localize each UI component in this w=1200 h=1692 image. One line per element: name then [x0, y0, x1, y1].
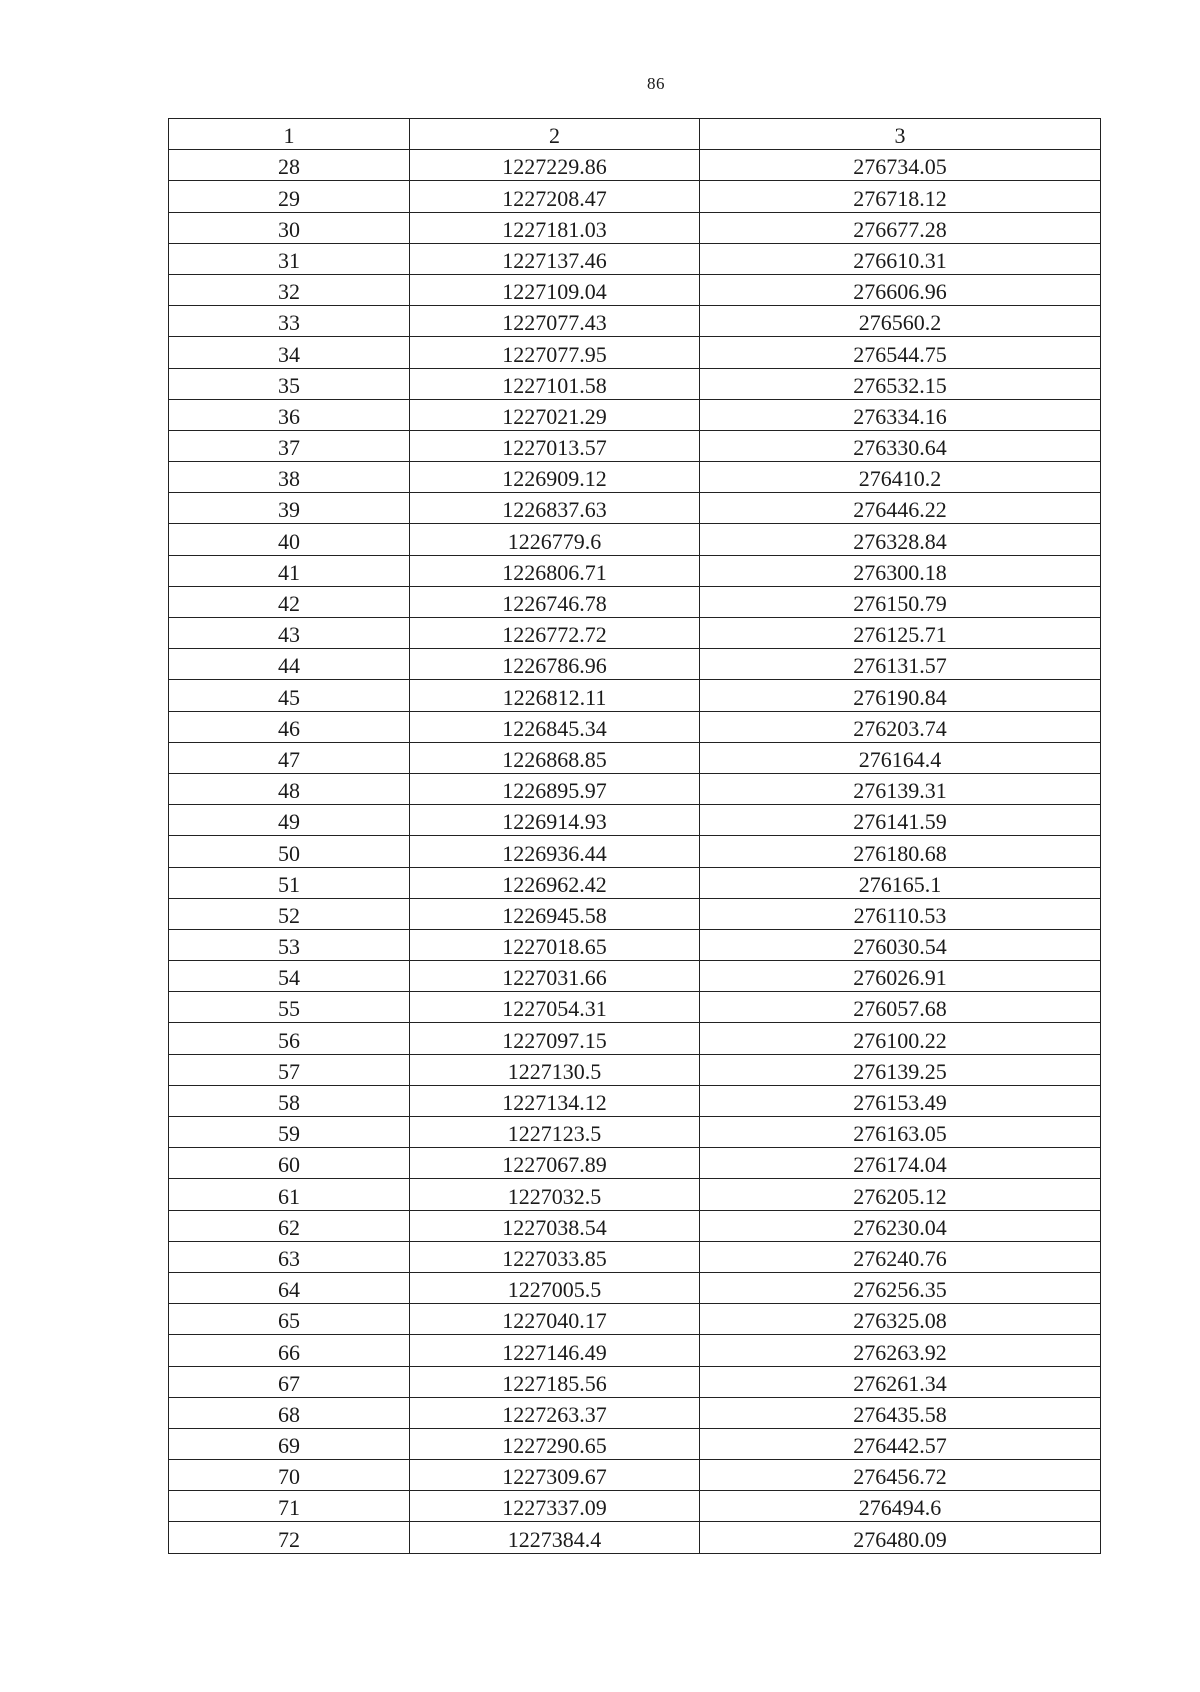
y-coordinate-cell: 276026.91	[700, 961, 1101, 992]
y-coordinate-cell: 276131.57	[700, 649, 1101, 680]
point-number-cell: 54	[169, 961, 410, 992]
x-coordinate-cell: 1226772.72	[410, 618, 700, 649]
y-coordinate-cell: 276203.74	[700, 711, 1101, 742]
table-row	[169, 836, 1101, 867]
table-row	[169, 306, 1101, 337]
table-row	[169, 1304, 1101, 1335]
y-coordinate-cell: 276174.04	[700, 1148, 1101, 1179]
point-number-cell: 33	[169, 306, 410, 337]
table-row	[169, 1179, 1101, 1210]
y-coordinate-cell: 276165.1	[700, 867, 1101, 898]
y-coordinate-cell: 276230.04	[700, 1210, 1101, 1241]
x-coordinate-cell: 1227123.5	[410, 1117, 700, 1148]
table-body	[169, 150, 1101, 1553]
y-coordinate-cell: 276261.34	[700, 1366, 1101, 1397]
point-number-cell: 35	[169, 368, 410, 399]
x-coordinate-cell: 1226837.63	[410, 493, 700, 524]
y-coordinate-cell: 276100.22	[700, 1023, 1101, 1054]
x-coordinate-cell: 1226806.71	[410, 555, 700, 586]
point-number-cell: 29	[169, 181, 410, 212]
table-row	[169, 493, 1101, 524]
x-coordinate-cell: 1226786.96	[410, 649, 700, 680]
x-coordinate-cell: 1227208.47	[410, 181, 700, 212]
point-number-cell: 67	[169, 1366, 410, 1397]
point-number-cell: 63	[169, 1241, 410, 1272]
x-coordinate-cell: 1226936.44	[410, 836, 700, 867]
point-number-cell: 51	[169, 867, 410, 898]
table-row	[169, 1491, 1101, 1522]
page-number: 86	[647, 74, 665, 93]
x-coordinate-cell: 1226909.12	[410, 462, 700, 493]
x-coordinate-cell: 1227337.09	[410, 1491, 700, 1522]
table-row	[169, 212, 1101, 243]
table-row	[169, 1210, 1101, 1241]
x-coordinate-cell: 1226868.85	[410, 742, 700, 773]
y-coordinate-cell: 276205.12	[700, 1179, 1101, 1210]
x-coordinate-cell: 1227077.95	[410, 337, 700, 368]
x-coordinate-cell: 1226895.97	[410, 773, 700, 804]
table-row	[169, 1023, 1101, 1054]
y-coordinate-cell: 276141.59	[700, 805, 1101, 836]
x-coordinate-cell: 1226746.78	[410, 586, 700, 617]
y-coordinate-cell: 276125.71	[700, 618, 1101, 649]
x-coordinate-cell: 1227040.17	[410, 1304, 700, 1335]
table-row	[169, 1272, 1101, 1303]
x-coordinate-cell: 1226962.42	[410, 867, 700, 898]
point-number-cell: 41	[169, 555, 410, 586]
point-number-cell: 34	[169, 337, 410, 368]
y-coordinate-cell: 276456.72	[700, 1460, 1101, 1491]
x-coordinate-cell: 1227031.66	[410, 961, 700, 992]
table-row	[169, 1054, 1101, 1085]
x-coordinate-cell: 1227033.85	[410, 1241, 700, 1272]
point-number-cell: 52	[169, 898, 410, 929]
x-coordinate-cell: 1227290.65	[410, 1428, 700, 1459]
table-row	[169, 462, 1101, 493]
point-number-cell: 30	[169, 212, 410, 243]
point-number-cell: 49	[169, 805, 410, 836]
y-coordinate-cell: 276139.31	[700, 773, 1101, 804]
y-coordinate-cell: 276544.75	[700, 337, 1101, 368]
y-coordinate-cell: 276153.49	[700, 1085, 1101, 1116]
y-coordinate-cell: 276163.05	[700, 1117, 1101, 1148]
y-coordinate-cell: 276240.76	[700, 1241, 1101, 1272]
point-number-cell: 58	[169, 1085, 410, 1116]
point-number-cell: 60	[169, 1148, 410, 1179]
point-number-cell: 46	[169, 711, 410, 742]
y-coordinate-cell: 276435.58	[700, 1397, 1101, 1428]
point-number-cell: 45	[169, 680, 410, 711]
table-row	[169, 1117, 1101, 1148]
table-header-row	[169, 119, 1101, 150]
y-coordinate-cell: 276300.18	[700, 555, 1101, 586]
y-coordinate-cell: 276328.84	[700, 524, 1101, 555]
x-coordinate-cell: 1226914.93	[410, 805, 700, 836]
table-row	[169, 1397, 1101, 1428]
y-coordinate-cell: 276410.2	[700, 462, 1101, 493]
x-coordinate-cell: 1227101.58	[410, 368, 700, 399]
x-coordinate-cell: 1227032.5	[410, 1179, 700, 1210]
table-row	[169, 1460, 1101, 1491]
table-row	[169, 1335, 1101, 1366]
table-row	[169, 399, 1101, 430]
point-number-cell: 61	[169, 1179, 410, 1210]
point-number-cell: 48	[169, 773, 410, 804]
x-coordinate-cell: 1227021.29	[410, 399, 700, 430]
y-coordinate-cell: 276734.05	[700, 150, 1101, 181]
x-coordinate-cell: 1227077.43	[410, 306, 700, 337]
x-coordinate-cell: 1226779.6	[410, 524, 700, 555]
y-coordinate-cell: 276330.64	[700, 430, 1101, 461]
y-coordinate-cell: 276480.09	[700, 1522, 1101, 1553]
table-row	[169, 618, 1101, 649]
x-coordinate-cell: 1227038.54	[410, 1210, 700, 1241]
y-coordinate-cell: 276256.35	[700, 1272, 1101, 1303]
column-header: 2	[410, 119, 700, 150]
x-coordinate-cell: 1227384.4	[410, 1522, 700, 1553]
x-coordinate-cell: 1226812.11	[410, 680, 700, 711]
x-coordinate-cell: 1227097.15	[410, 1023, 700, 1054]
table-row	[169, 1522, 1101, 1553]
table-row	[169, 586, 1101, 617]
y-coordinate-cell: 276610.31	[700, 243, 1101, 274]
column-header: 3	[700, 119, 1101, 150]
point-number-cell: 36	[169, 399, 410, 430]
x-coordinate-cell: 1227229.86	[410, 150, 700, 181]
y-coordinate-cell: 276150.79	[700, 586, 1101, 617]
y-coordinate-cell: 276180.68	[700, 836, 1101, 867]
point-number-cell: 59	[169, 1117, 410, 1148]
point-number-cell: 56	[169, 1023, 410, 1054]
table-row	[169, 1241, 1101, 1272]
table-row	[169, 150, 1101, 181]
point-number-cell: 50	[169, 836, 410, 867]
table-row	[169, 524, 1101, 555]
point-number-cell: 44	[169, 649, 410, 680]
table-row	[169, 649, 1101, 680]
table-row	[169, 711, 1101, 742]
point-number-cell: 28	[169, 150, 410, 181]
x-coordinate-cell: 1227263.37	[410, 1397, 700, 1428]
y-coordinate-cell: 276606.96	[700, 274, 1101, 305]
point-number-cell: 40	[169, 524, 410, 555]
y-coordinate-cell: 276030.54	[700, 929, 1101, 960]
table-row	[169, 181, 1101, 212]
x-coordinate-cell: 1227109.04	[410, 274, 700, 305]
point-number-cell: 32	[169, 274, 410, 305]
point-number-cell: 62	[169, 1210, 410, 1241]
y-coordinate-cell: 276446.22	[700, 493, 1101, 524]
x-coordinate-cell: 1226845.34	[410, 711, 700, 742]
point-number-cell: 70	[169, 1460, 410, 1491]
point-number-cell: 65	[169, 1304, 410, 1335]
y-coordinate-cell: 276442.57	[700, 1428, 1101, 1459]
coordinates-table	[168, 118, 1101, 1554]
point-number-cell: 37	[169, 430, 410, 461]
point-number-cell: 38	[169, 462, 410, 493]
table-row	[169, 337, 1101, 368]
x-coordinate-cell: 1227181.03	[410, 212, 700, 243]
table-row	[169, 1148, 1101, 1179]
table-row	[169, 1366, 1101, 1397]
y-coordinate-cell: 276677.28	[700, 212, 1101, 243]
point-number-cell: 72	[169, 1522, 410, 1553]
table-row	[169, 961, 1101, 992]
point-number-cell: 53	[169, 929, 410, 960]
x-coordinate-cell: 1227067.89	[410, 1148, 700, 1179]
table-row	[169, 1428, 1101, 1459]
table-row	[169, 430, 1101, 461]
y-coordinate-cell: 276110.53	[700, 898, 1101, 929]
x-coordinate-cell: 1227018.65	[410, 929, 700, 960]
table-row	[169, 867, 1101, 898]
point-number-cell: 42	[169, 586, 410, 617]
x-coordinate-cell: 1227146.49	[410, 1335, 700, 1366]
point-number-cell: 71	[169, 1491, 410, 1522]
table-row	[169, 742, 1101, 773]
table-row	[169, 898, 1101, 929]
point-number-cell: 39	[169, 493, 410, 524]
x-coordinate-cell: 1227137.46	[410, 243, 700, 274]
table-row	[169, 555, 1101, 586]
table-row	[169, 680, 1101, 711]
point-number-cell: 68	[169, 1397, 410, 1428]
table-row	[169, 243, 1101, 274]
x-coordinate-cell: 1227185.56	[410, 1366, 700, 1397]
y-coordinate-cell: 276532.15	[700, 368, 1101, 399]
y-coordinate-cell: 276263.92	[700, 1335, 1101, 1366]
x-coordinate-cell: 1227054.31	[410, 992, 700, 1023]
x-coordinate-cell: 1227005.5	[410, 1272, 700, 1303]
x-coordinate-cell: 1226945.58	[410, 898, 700, 929]
point-number-cell: 64	[169, 1272, 410, 1303]
point-number-cell: 47	[169, 742, 410, 773]
point-number-cell: 69	[169, 1428, 410, 1459]
y-coordinate-cell: 276718.12	[700, 181, 1101, 212]
y-coordinate-cell: 276560.2	[700, 306, 1101, 337]
y-coordinate-cell: 276334.16	[700, 399, 1101, 430]
y-coordinate-cell: 276190.84	[700, 680, 1101, 711]
point-number-cell: 66	[169, 1335, 410, 1366]
point-number-cell: 31	[169, 243, 410, 274]
table-row	[169, 274, 1101, 305]
x-coordinate-cell: 1227130.5	[410, 1054, 700, 1085]
table-row	[169, 773, 1101, 804]
x-coordinate-cell: 1227134.12	[410, 1085, 700, 1116]
y-coordinate-cell: 276057.68	[700, 992, 1101, 1023]
y-coordinate-cell: 276139.25	[700, 1054, 1101, 1085]
point-number-cell: 55	[169, 992, 410, 1023]
table-row	[169, 929, 1101, 960]
column-header: 1	[169, 119, 410, 150]
x-coordinate-cell: 1227309.67	[410, 1460, 700, 1491]
table-row	[169, 992, 1101, 1023]
y-coordinate-cell: 276164.4	[700, 742, 1101, 773]
point-number-cell: 43	[169, 618, 410, 649]
table-row	[169, 1085, 1101, 1116]
y-coordinate-cell: 276325.08	[700, 1304, 1101, 1335]
table-row	[169, 368, 1101, 399]
point-number-cell: 57	[169, 1054, 410, 1085]
x-coordinate-cell: 1227013.57	[410, 430, 700, 461]
table-row	[169, 805, 1101, 836]
y-coordinate-cell: 276494.6	[700, 1491, 1101, 1522]
